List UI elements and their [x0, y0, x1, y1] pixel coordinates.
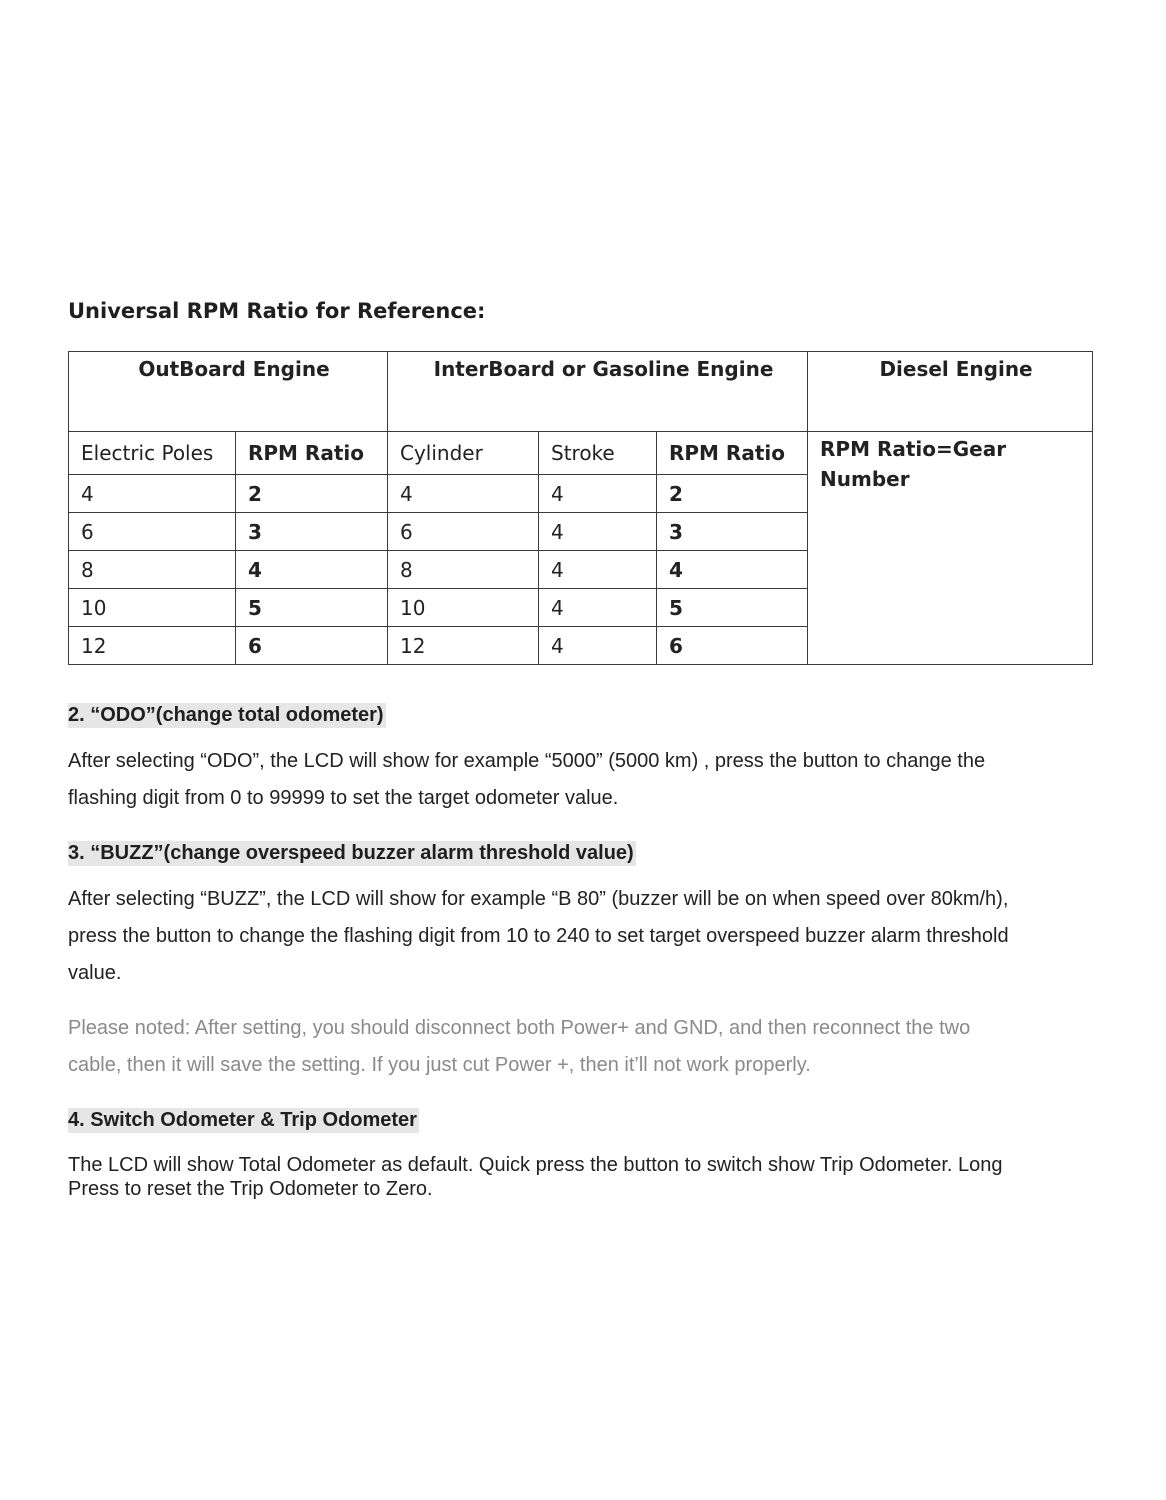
odo-body-line2: flashing digit from 0 to 99999 to set the target odometer value. [68, 787, 619, 809]
cell-rpm-ratio-outboard: 3 [236, 513, 388, 551]
column-header-electric-poles: Electric Poles [69, 432, 236, 475]
column-header-rpm-ratio-outboard: RPM Ratio [236, 432, 388, 475]
cell-stroke: 4 [539, 589, 657, 627]
cell-cylinder: 12 [388, 627, 539, 665]
sub-header-row [69, 432, 1093, 475]
diesel-rpm-note [808, 432, 1093, 665]
cell-stroke: 4 [539, 551, 657, 589]
cell-rpm-ratio-interboard: 2 [657, 475, 808, 513]
group-header-interboard: InterBoard or Gasoline Engine [388, 352, 808, 432]
switch-section-body [68, 1153, 1078, 1201]
cell-rpm-ratio-interboard: 6 [657, 627, 808, 665]
diesel-note-line1: RPM Ratio=Gear [820, 437, 1007, 461]
cell-stroke: 4 [539, 627, 657, 665]
cell-rpm-ratio-outboard: 6 [236, 627, 388, 665]
cell-rpm-ratio-outboard: 5 [236, 589, 388, 627]
switch-body-line2: Press to reset the Trip Odometer to Zero. [68, 1178, 433, 1200]
group-header-row [69, 352, 1093, 432]
cell-electric-poles: 12 [69, 627, 236, 665]
cell-cylinder: 10 [388, 589, 539, 627]
cell-rpm-ratio-outboard: 2 [236, 475, 388, 513]
cell-rpm-ratio-interboard: 4 [657, 551, 808, 589]
cell-electric-poles: 8 [69, 551, 236, 589]
rpm-ratio-table [68, 351, 1093, 665]
odo-body-line1: After selecting “ODO”, the LCD will show for example “5000” (5000 km) , press the button to change the [68, 750, 986, 772]
buzz-section-heading: 3. “BUZZ”(change overspeed buzzer alarm threshold value) [68, 842, 634, 864]
cell-rpm-ratio-outboard: 4 [236, 551, 388, 589]
table-title: Universal RPM Ratio for Reference: [68, 299, 486, 323]
cell-stroke: 4 [539, 475, 657, 513]
group-header-outboard: OutBoard Engine [69, 352, 388, 432]
column-header-stroke: Stroke [539, 432, 657, 475]
switch-body-line1: The LCD will show Total Odometer as default. Quick press the button to switch show Trip Odometer. Long [68, 1154, 1003, 1176]
cell-rpm-ratio-interboard: 5 [657, 589, 808, 627]
odo-section-body [68, 743, 1078, 817]
column-header-cylinder: Cylinder [388, 432, 539, 475]
odo-section-heading: 2. “ODO”(change total odometer) [68, 704, 384, 726]
group-header-diesel: Diesel Engine [808, 352, 1093, 432]
settings-save-note [68, 1010, 1078, 1084]
buzz-body-line3: value. [68, 962, 122, 984]
cell-cylinder: 8 [388, 551, 539, 589]
cell-stroke: 4 [539, 513, 657, 551]
cell-cylinder: 6 [388, 513, 539, 551]
cell-electric-poles: 4 [69, 475, 236, 513]
column-header-rpm-ratio-interboard: RPM Ratio [657, 432, 808, 475]
note-line2: cable, then it will save the setting. If you just cut Power +, then it’ll not work properly. [68, 1054, 811, 1076]
cell-electric-poles: 6 [69, 513, 236, 551]
cell-rpm-ratio-interboard: 3 [657, 513, 808, 551]
diesel-note-line2: Number [820, 467, 910, 491]
buzz-body-line1: After selecting “BUZZ”, the LCD will show for example “B 80” (buzzer will be on when speed over 80km/h), [68, 888, 1009, 910]
buzz-section-body [68, 881, 1078, 992]
note-line1: Please noted: After setting, you should disconnect both Power+ and GND, and then reconnect the two [68, 1017, 971, 1039]
buzz-body-line2: press the button to change the flashing digit from 10 to 240 to set target overspeed buzzer alarm threshold [68, 925, 1009, 947]
cell-cylinder: 4 [388, 475, 539, 513]
cell-electric-poles: 10 [69, 589, 236, 627]
switch-section-heading: 4. Switch Odometer & Trip Odometer [68, 1109, 417, 1131]
